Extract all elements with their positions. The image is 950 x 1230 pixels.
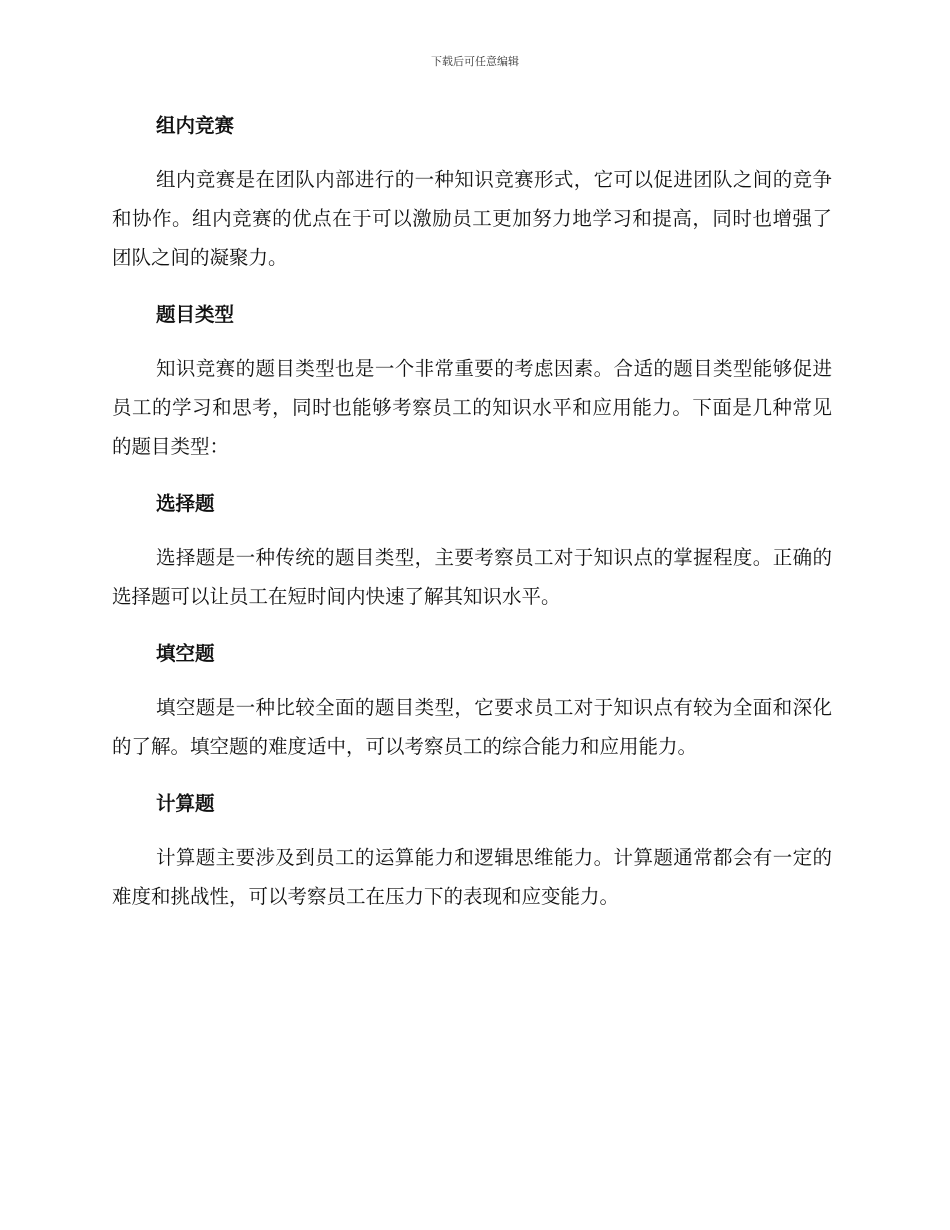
paragraph-calculation: 计算题主要涉及到员工的运算能力和逻辑思维能力。计算题通常都会有一定的难度和挑战性，可以考察员工在压力下的表现和应变能力。 — [112, 846, 832, 908]
section-heading-group-competition: 组内竞赛 — [156, 114, 235, 137]
page-header: 下载后可任意编辑 — [431, 55, 519, 68]
section-heading-question-types: 题目类型 — [156, 303, 235, 326]
paragraph-fill-in-blank: 填空题是一种比较全面的题目类型，它要求员工对于知识点有较为全面和深化的了解。填空题的难度适中，可以考察员工的综合能力和应用能力。 — [112, 696, 832, 758]
document-body — [112, 106, 832, 934]
section-heading-multiple-choice: 选择题 — [156, 492, 215, 515]
section-heading-fill-in-blank: 填空题 — [156, 642, 215, 665]
paragraph-group-competition: 组内竞赛是在团队内部进行的一种知识竞赛形式，它可以促进团队之间的竞争和协作。组内竞赛的优点在于可以激励员工更加努力地学习和提高，同时也增强了团队之间的凝聚力。 — [112, 168, 832, 269]
paragraph-question-types: 知识竞赛的题目类型也是一个非常重要的考虑因素。合适的题目类型能够促进员工的学习和思考，同时也能够考察员工的知识水平和应用能力。下面是几种常见的题目类型： — [112, 357, 832, 458]
paragraph-multiple-choice: 选择题是一种传统的题目类型，主要考察员工对于知识点的掌握程度。正确的选择题可以让员工在短时间内快速了解其知识水平。 — [112, 546, 832, 608]
section-heading-calculation: 计算题 — [156, 792, 215, 815]
